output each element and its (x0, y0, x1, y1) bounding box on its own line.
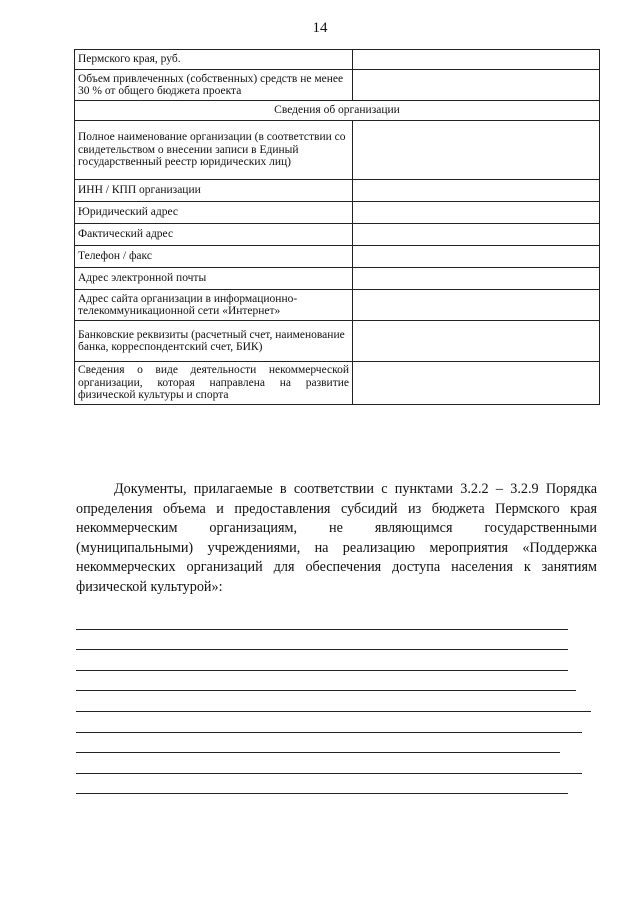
table-row (75, 362, 600, 405)
row-value-website (353, 290, 600, 321)
row-value-activity-type (353, 362, 600, 405)
row-label-full-name: Полное наименование организации (в соответствии со свидетельством о внесении записи в Единый государственный реестр юридических лиц) (75, 121, 353, 180)
documents-paragraph: Документы, прилагаемые в соответствии с пунктами 3.2.2 – 3.2.9 Порядка определения объема и предоставления субсидий из бюджета Пермского края некоммерческим организациям, не являющимся государственными (муниципальными) учреждениями, на реализацию мероприятия «Поддержка некоммерческих организаций для обеспечения доступа населения к занятиям физической культурой»: (76, 481, 597, 595)
fill-line[interactable] (76, 712, 582, 733)
row-label-website: Адрес сайта организации в информационно-телекоммуникационной сети «Интернет» (75, 290, 353, 321)
row-label-budget-share: Пермского края, руб. (75, 50, 353, 70)
fill-line[interactable] (76, 671, 576, 692)
row-label-activity-type: Сведения о виде деятельности некоммерческой организации, которая направлена на развитие физической культуры и спорта (75, 362, 353, 405)
row-value-legal-address (353, 202, 600, 224)
table-row (75, 224, 600, 246)
row-label-own-funds: Объем привлеченных (собственных) средств не менее 30 % от общего бюджета проекта (75, 70, 353, 101)
row-value-budget-share (353, 50, 600, 70)
table-row (75, 290, 600, 321)
fill-line[interactable] (76, 774, 568, 795)
section-heading-organization: Сведения об организации (75, 101, 600, 121)
row-value-own-funds (353, 70, 600, 101)
row-value-full-name (353, 121, 600, 180)
table-row (75, 180, 600, 202)
row-value-email (353, 268, 600, 290)
fill-line[interactable] (76, 609, 568, 630)
fill-line[interactable] (76, 650, 568, 671)
row-label-bank-details: Банковские реквизиты (расчетный счет, наименование банка, корреспондентский счет, БИК) (75, 321, 353, 362)
row-label-phone-fax: Телефон / факс (75, 246, 353, 268)
table-row (75, 246, 600, 268)
organization-info-table (74, 49, 600, 405)
fill-line[interactable] (76, 733, 560, 754)
fill-line[interactable] (76, 691, 591, 712)
table-row (75, 202, 600, 224)
row-label-inn-kpp: ИНН / КПП организации (75, 180, 353, 202)
row-label-legal-address: Юридический адрес (75, 202, 353, 224)
fill-line[interactable] (76, 630, 568, 651)
table-section-row (75, 101, 600, 121)
row-value-phone-fax (353, 246, 600, 268)
row-label-email: Адрес электронной почты (75, 268, 353, 290)
row-value-inn-kpp (353, 180, 600, 202)
table-row (75, 50, 600, 70)
fill-in-lines (76, 609, 596, 794)
table-row (75, 70, 600, 101)
row-value-actual-address (353, 224, 600, 246)
row-label-actual-address: Фактический адрес (75, 224, 353, 246)
fill-line[interactable] (76, 753, 582, 774)
page-number: 14 (312, 20, 328, 36)
table-row (75, 321, 600, 362)
table-row (75, 121, 600, 180)
table-row (75, 268, 600, 290)
row-value-bank-details (353, 321, 600, 362)
